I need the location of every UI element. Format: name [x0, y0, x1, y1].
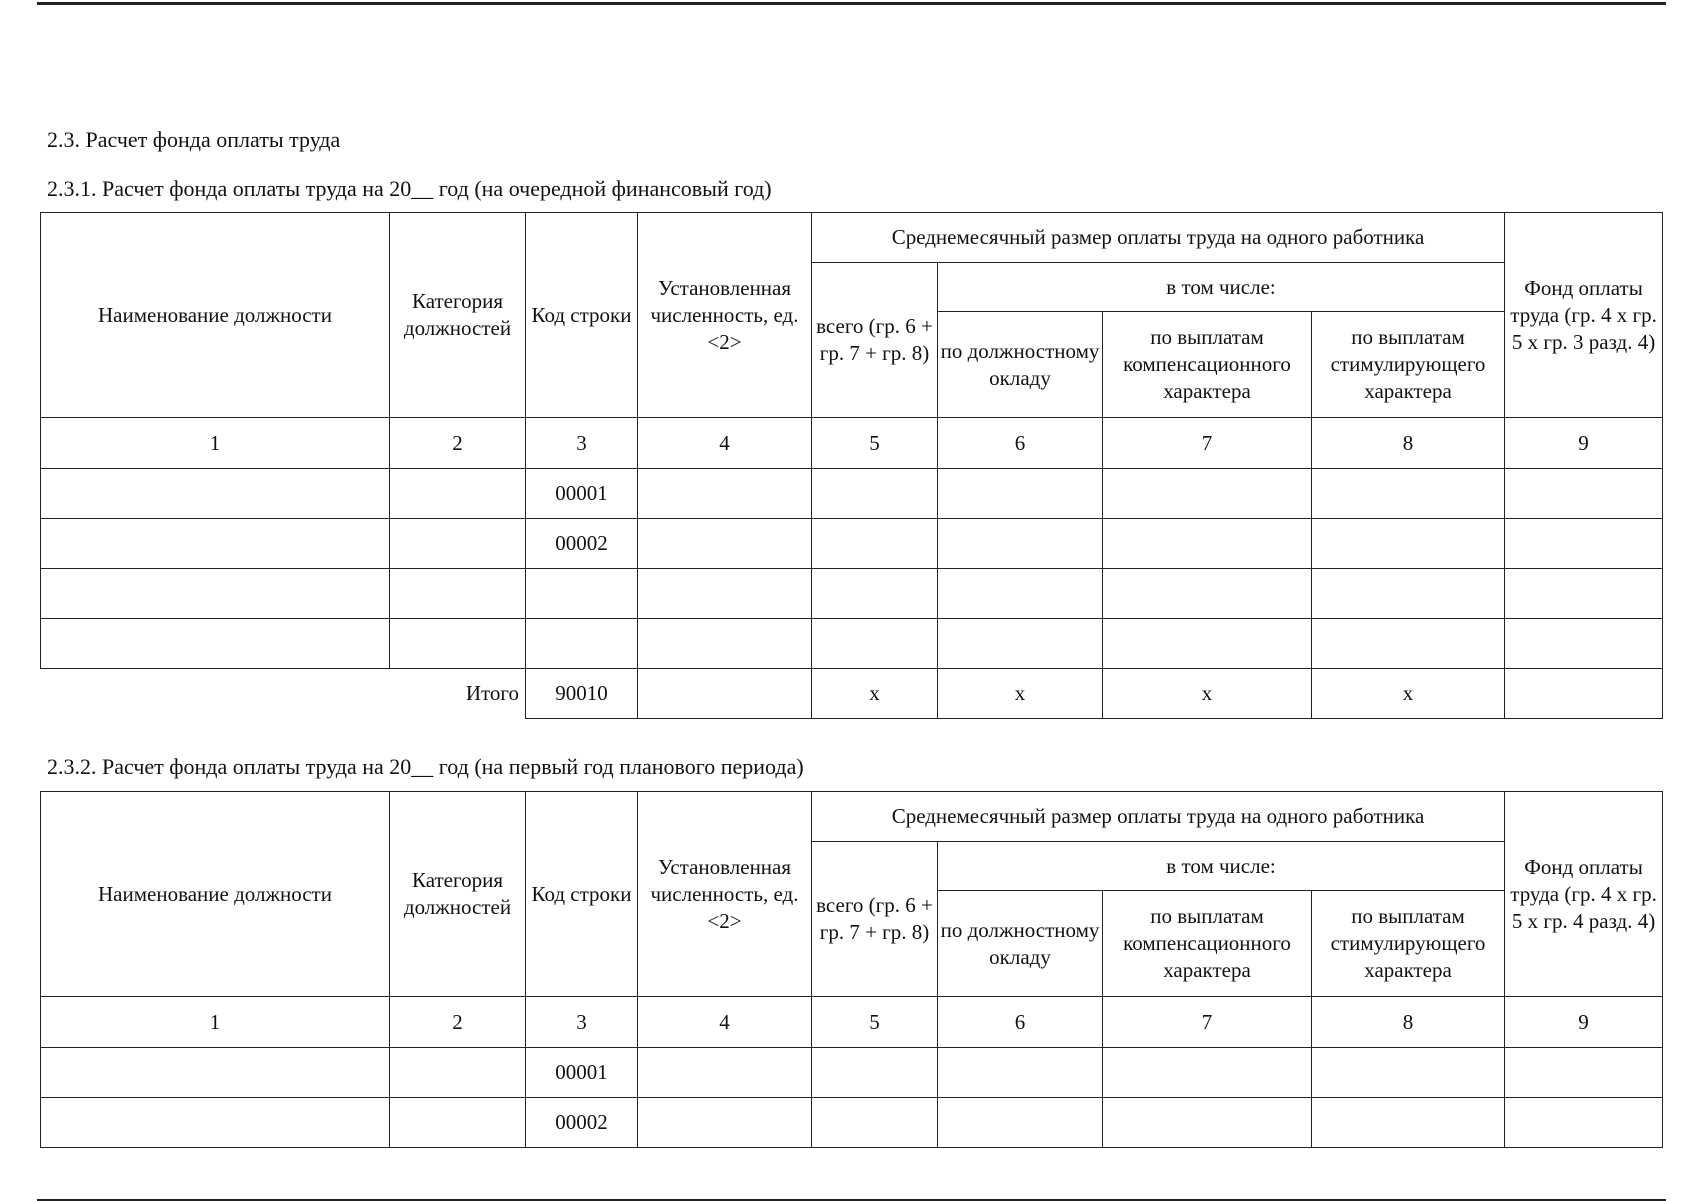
headcount-cell[interactable]	[638, 1048, 812, 1098]
header-total: всего (гр. 6 + гр. 7 + гр. 8)	[812, 842, 938, 997]
compensation-cell[interactable]	[1103, 1048, 1312, 1098]
header-avg-monthly: Среднемесячный размер оплаты труда на одного работника	[812, 792, 1505, 842]
payroll-fund-cell[interactable]	[1505, 569, 1663, 619]
salary-cell[interactable]	[938, 619, 1103, 669]
header-by-salary: по должностному окладу	[938, 891, 1103, 997]
column-number: 8	[1312, 997, 1505, 1048]
headcount-cell[interactable]	[638, 519, 812, 569]
column-number: 2	[390, 997, 526, 1048]
total-col6: x	[938, 669, 1103, 719]
payroll-fund-cell[interactable]	[1505, 519, 1663, 569]
headcount-cell[interactable]	[638, 569, 812, 619]
salary-cell[interactable]	[938, 1048, 1103, 1098]
column-number: 7	[1103, 418, 1312, 469]
table-row	[41, 519, 1663, 569]
payroll-table-first-plan-year	[40, 791, 1663, 1148]
header-by-compensation: по выплатам компенсационного характера	[1103, 312, 1312, 418]
category-cell[interactable]	[390, 519, 526, 569]
column-number: 1	[41, 997, 390, 1048]
header-avg-monthly: Среднемесячный размер оплаты труда на одного работника	[812, 213, 1505, 263]
headcount-cell[interactable]	[638, 469, 812, 519]
row-code-cell: 00001	[526, 469, 638, 519]
header-including: в том числе:	[938, 842, 1505, 891]
total-cell[interactable]	[812, 469, 938, 519]
column-number: 1	[41, 418, 390, 469]
column-number: 9	[1505, 418, 1663, 469]
column-number: 2	[390, 418, 526, 469]
compensation-cell[interactable]	[1103, 569, 1312, 619]
column-number: 4	[638, 418, 812, 469]
incentive-cell[interactable]	[1312, 519, 1505, 569]
position-name-cell[interactable]	[41, 569, 390, 619]
column-numbers-row	[41, 997, 1663, 1048]
total-col7: x	[1103, 669, 1312, 719]
total-cell[interactable]	[812, 569, 938, 619]
header-payroll-fund: Фонд оплаты труда (гр. 4 x гр. 5 x гр. 3 разд. 4)	[1505, 213, 1663, 418]
compensation-cell[interactable]	[1103, 469, 1312, 519]
header-total: всего (гр. 6 + гр. 7 + гр. 8)	[812, 263, 938, 418]
incentive-cell[interactable]	[1312, 469, 1505, 519]
header-payroll-fund: Фонд оплаты труда (гр. 4 x гр. 5 x гр. 4 разд. 4)	[1505, 792, 1663, 997]
header-by-salary: по должностному окладу	[938, 312, 1103, 418]
row-code-cell	[526, 619, 638, 669]
total-row-code: 90010	[526, 669, 638, 719]
category-cell[interactable]	[390, 469, 526, 519]
table-row	[41, 619, 1663, 669]
column-number: 7	[1103, 997, 1312, 1048]
column-number: 5	[812, 997, 938, 1048]
total-row	[41, 669, 1663, 719]
position-name-cell[interactable]	[41, 1048, 390, 1098]
total-cell[interactable]	[812, 1048, 938, 1098]
payroll-fund-cell[interactable]	[1505, 619, 1663, 669]
compensation-cell[interactable]	[1103, 619, 1312, 669]
compensation-cell[interactable]	[1103, 1098, 1312, 1148]
column-number: 9	[1505, 997, 1663, 1048]
payroll-fund-cell[interactable]	[1505, 469, 1663, 519]
table-row	[41, 1048, 1663, 1098]
row-code-cell	[526, 569, 638, 619]
total-headcount-cell[interactable]	[638, 669, 812, 719]
payroll-fund-cell[interactable]	[1505, 1048, 1663, 1098]
top-rule	[37, 2, 1666, 5]
position-name-cell[interactable]	[41, 519, 390, 569]
header-row-code: Код строки	[526, 792, 638, 997]
column-number: 6	[938, 418, 1103, 469]
header-category: Категория должностей	[390, 792, 526, 997]
payroll-fund-cell[interactable]	[1505, 1098, 1663, 1148]
row-code-cell: 00001	[526, 1048, 638, 1098]
column-number: 6	[938, 997, 1103, 1048]
header-position-name: Наименование должности	[41, 213, 390, 418]
headcount-cell[interactable]	[638, 619, 812, 669]
incentive-cell[interactable]	[1312, 569, 1505, 619]
column-number: 8	[1312, 418, 1505, 469]
position-name-cell[interactable]	[41, 469, 390, 519]
table-title: 2.3.2. Расчет фонда оплаты труда на 20__ год (на первый год планового периода)	[47, 754, 804, 779]
column-number: 4	[638, 997, 812, 1048]
column-number: 3	[526, 418, 638, 469]
total-col5: x	[812, 669, 938, 719]
incentive-cell[interactable]	[1312, 1098, 1505, 1148]
position-name-cell[interactable]	[41, 619, 390, 669]
header-including: в том числе:	[938, 263, 1505, 312]
total-cell[interactable]	[812, 1098, 938, 1148]
column-number: 5	[812, 418, 938, 469]
table-title: 2.3.1. Расчет фонда оплаты труда на 20__ год (на очередной финансовый год)	[47, 176, 772, 201]
salary-cell[interactable]	[938, 469, 1103, 519]
salary-cell[interactable]	[938, 519, 1103, 569]
header-headcount: Установленная численность, ед. <2>	[638, 213, 812, 418]
category-cell[interactable]	[390, 619, 526, 669]
row-code-cell: 00002	[526, 1098, 638, 1148]
column-number: 3	[526, 997, 638, 1048]
incentive-cell[interactable]	[1312, 1048, 1505, 1098]
column-numbers-row	[41, 418, 1663, 469]
section-title: 2.3. Расчет фонда оплаты труда	[47, 127, 341, 152]
header-position-name: Наименование должности	[41, 792, 390, 997]
table-row	[41, 1098, 1663, 1148]
category-cell[interactable]	[390, 1048, 526, 1098]
total-payroll-fund-cell[interactable]	[1505, 669, 1663, 719]
header-by-incentive: по выплатам стимулирующего характера	[1312, 312, 1505, 418]
total-cell[interactable]	[812, 519, 938, 569]
salary-cell[interactable]	[938, 1098, 1103, 1148]
header-by-compensation: по выплатам компенсационного характера	[1103, 891, 1312, 997]
compensation-cell[interactable]	[1103, 519, 1312, 569]
total-col8: x	[1312, 669, 1505, 719]
header-headcount: Установленная численность, ед. <2>	[638, 792, 812, 997]
category-cell[interactable]	[390, 1098, 526, 1148]
payroll-table-next-year	[40, 212, 1663, 719]
header-by-incentive: по выплатам стимулирующего характера	[1312, 891, 1505, 997]
total-cell[interactable]	[812, 619, 938, 669]
position-name-cell[interactable]	[41, 1098, 390, 1148]
table-row	[41, 469, 1663, 519]
header-category: Категория должностей	[390, 213, 526, 418]
incentive-cell[interactable]	[1312, 619, 1505, 669]
headcount-cell[interactable]	[638, 1098, 812, 1148]
total-label: Итого	[41, 669, 526, 719]
category-cell[interactable]	[390, 569, 526, 619]
row-code-cell: 00002	[526, 519, 638, 569]
salary-cell[interactable]	[938, 569, 1103, 619]
header-row-code: Код строки	[526, 213, 638, 418]
table-row	[41, 569, 1663, 619]
